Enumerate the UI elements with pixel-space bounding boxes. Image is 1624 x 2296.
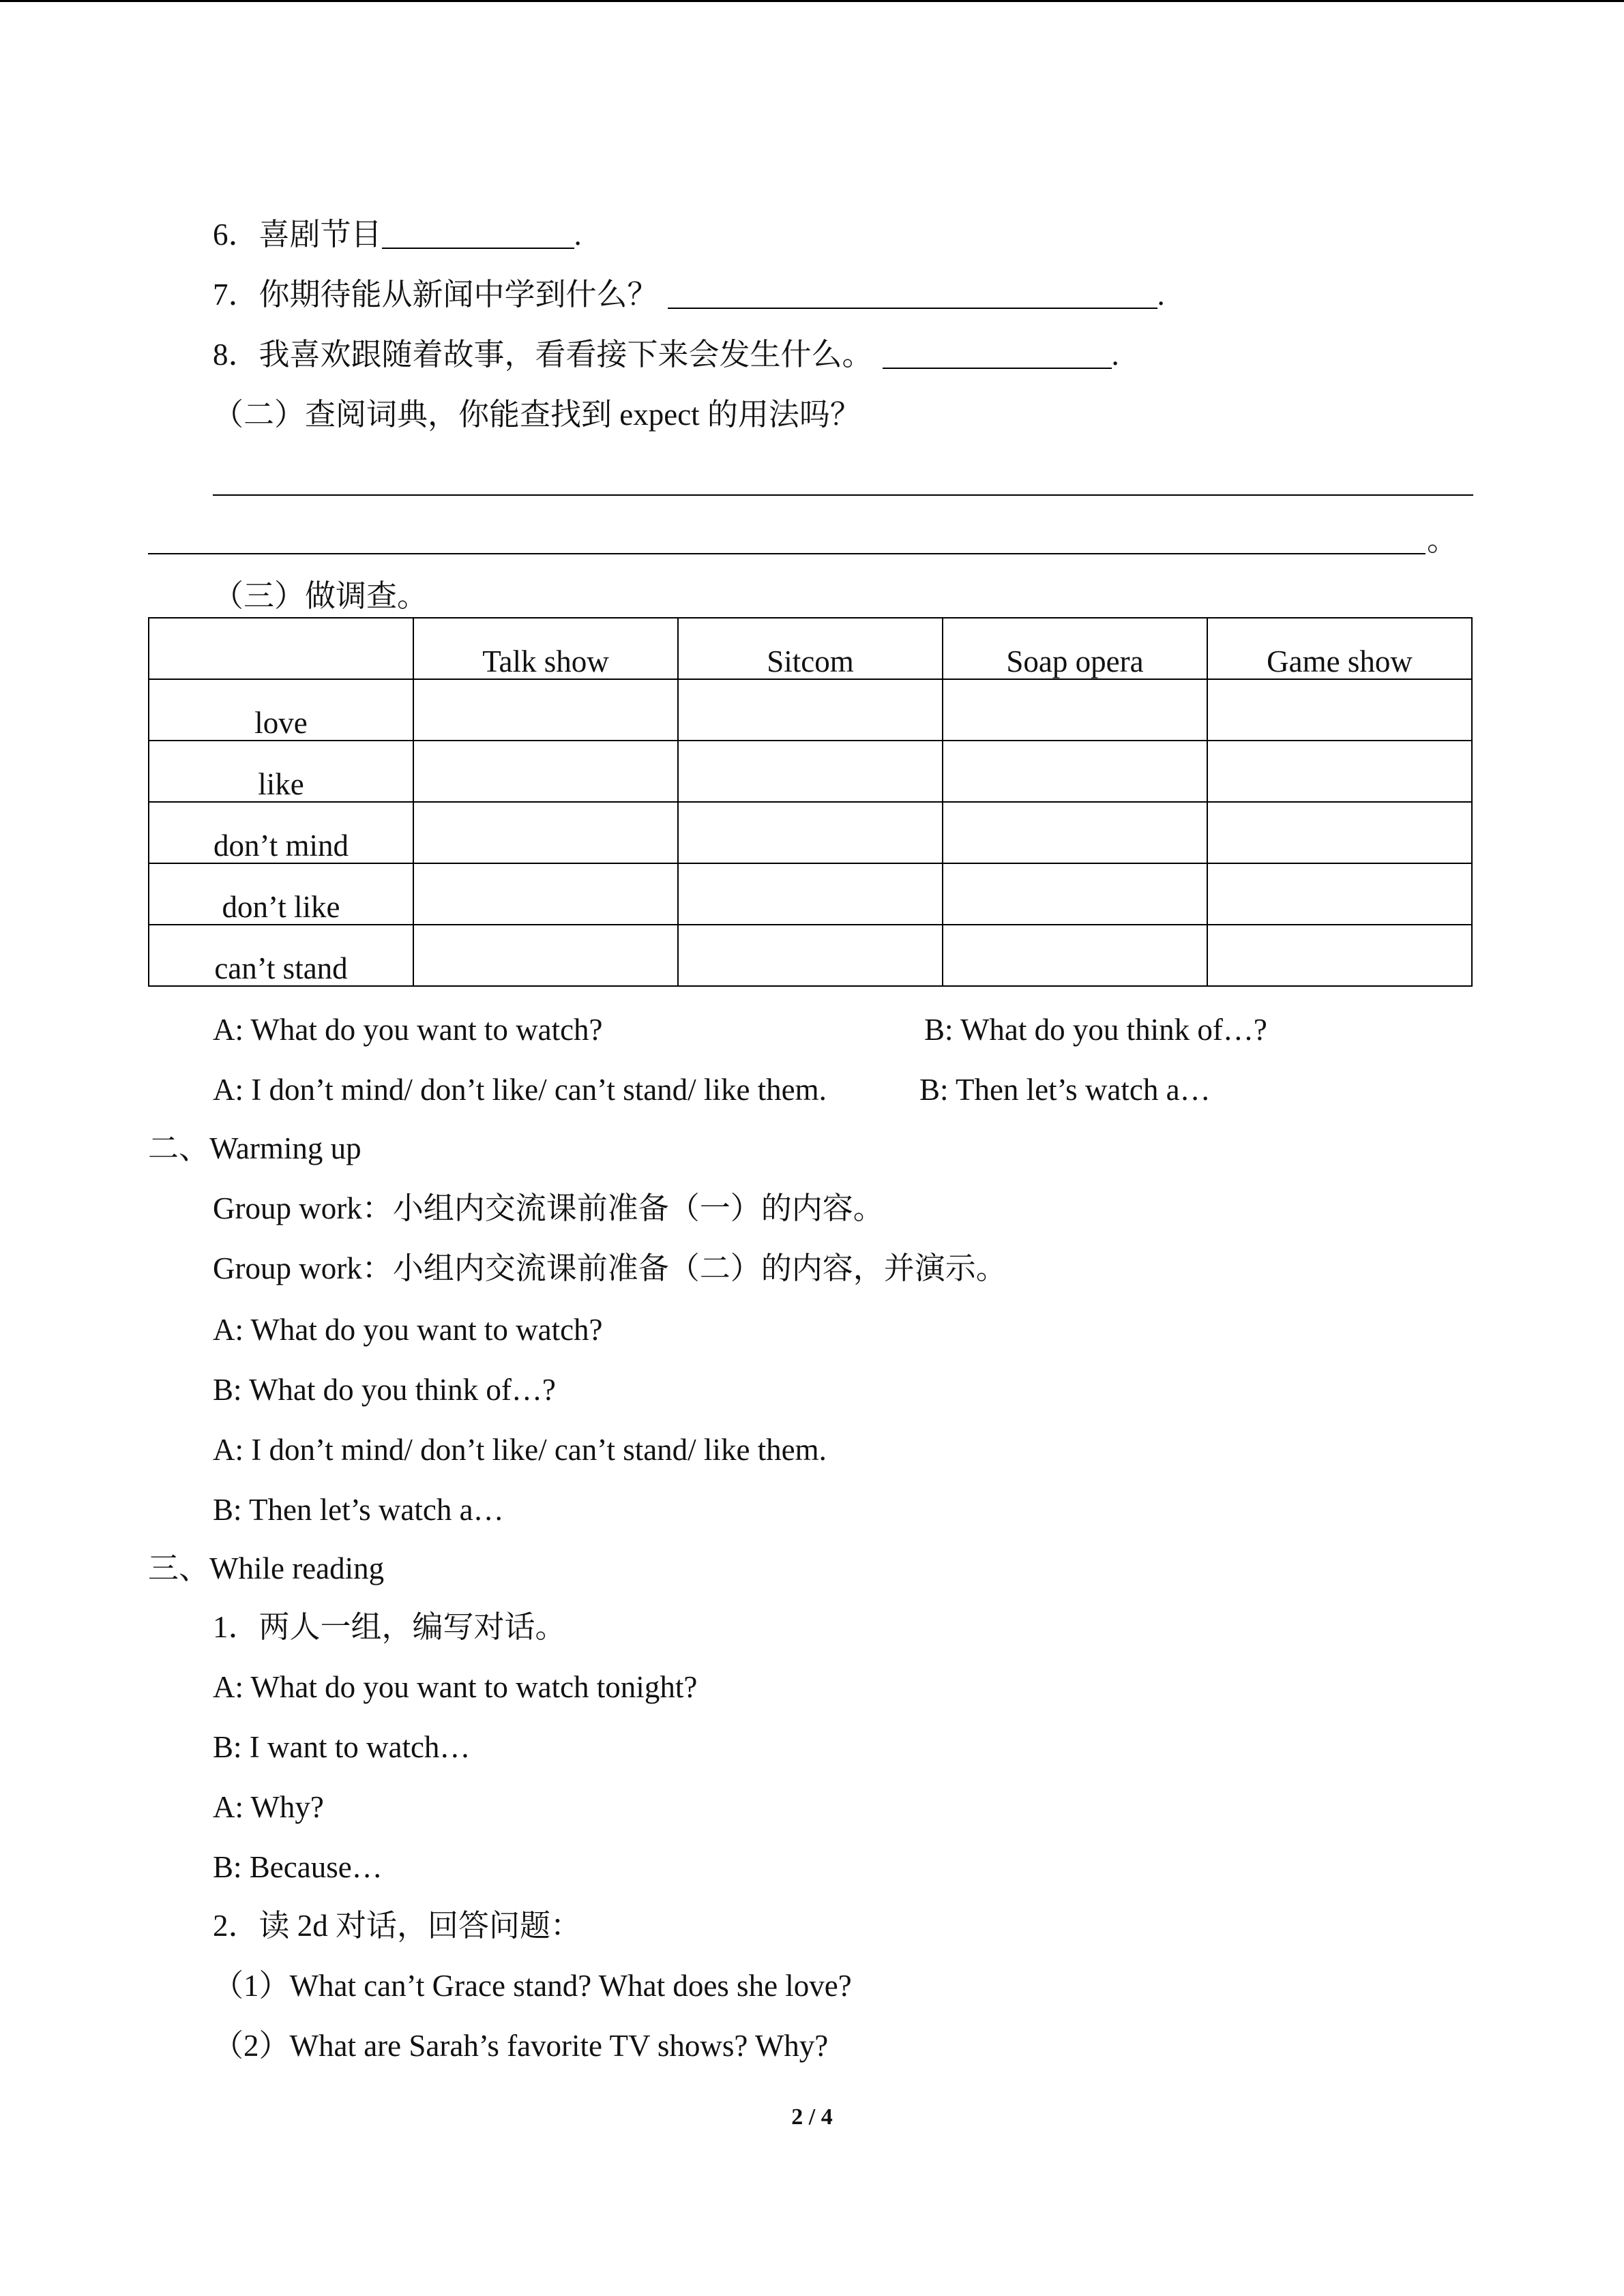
part-2-heading: （二）查阅词典，你能查找到 expect 的用法吗？ — [213, 398, 861, 432]
survey-cell[interactable] — [413, 863, 678, 925]
group-work-2: Group work：小组内交流课前准备（二）的内容，并演示。 — [213, 1251, 1007, 1285]
reading-line-1: A: What do you want to watch tonight? — [213, 1670, 698, 1704]
reading-line-2: B: I want to watch… — [213, 1730, 471, 1764]
row-label: don’t mind — [149, 802, 413, 863]
answer-blank[interactable] — [668, 280, 1157, 309]
survey-cell[interactable] — [1207, 925, 1472, 986]
survey-cell[interactable] — [1207, 741, 1472, 802]
item-7-text: 7．你期待能从新闻中学到什么？ — [213, 278, 658, 312]
header-cell: Sitcom — [678, 618, 943, 679]
survey-cell[interactable] — [678, 741, 943, 802]
survey-cell[interactable] — [943, 802, 1207, 863]
table-row — [149, 925, 1472, 986]
row-label: like — [149, 741, 413, 802]
survey-cell[interactable] — [413, 802, 678, 863]
survey-cell[interactable] — [943, 863, 1207, 925]
task-2: 2．读 2d 对话，回答问题： — [213, 1909, 582, 1943]
header-cell — [149, 618, 413, 679]
survey-cell[interactable] — [678, 679, 943, 741]
survey-cell[interactable] — [413, 925, 678, 986]
survey-cell[interactable] — [1207, 863, 1472, 925]
page-number: 2 / 4 — [791, 2104, 833, 2130]
warming-b2: B: Then let’s watch a… — [213, 1493, 504, 1527]
survey-cell[interactable] — [1207, 679, 1472, 741]
answer-line[interactable] — [148, 553, 1426, 554]
period: . — [1111, 338, 1119, 372]
answer-blank[interactable] — [382, 220, 574, 249]
item-6-text: 6．喜剧节目 — [213, 218, 382, 252]
period: . — [1157, 278, 1165, 312]
table-row — [149, 863, 1472, 925]
survey-cell[interactable] — [678, 863, 943, 925]
header-cell: Talk show — [413, 618, 678, 679]
item-8-text: 8．我喜欢跟随着故事，看看接下来会发生什么。 — [213, 338, 873, 372]
survey-cell[interactable] — [678, 925, 943, 986]
dialog-b2: B: Then let’s watch a… — [919, 1073, 1211, 1107]
table-row — [149, 741, 1472, 802]
row-label: can’t stand — [149, 925, 413, 986]
table-row — [149, 802, 1472, 863]
item-8 — [213, 340, 1119, 370]
dialog-b1: B: What do you think of…? — [924, 1013, 1267, 1047]
row-label: love — [149, 679, 413, 741]
answer-line[interactable] — [213, 494, 1473, 496]
reading-line-4: B: Because… — [213, 1850, 383, 1884]
item-7 — [213, 280, 1165, 310]
header-cell: Soap opera — [943, 618, 1207, 679]
answer-blank[interactable] — [883, 340, 1112, 369]
survey-cell[interactable] — [943, 679, 1207, 741]
survey-cell[interactable] — [1207, 802, 1472, 863]
dialog-a2: A: I don’t mind/ don’t like/ can’t stand/ like them. — [213, 1073, 827, 1107]
item-6 — [213, 220, 582, 250]
end-mark: 。 — [1427, 523, 1458, 557]
top-border — [0, 0, 1624, 2]
reading-line-3: A: Why? — [213, 1790, 324, 1824]
survey-cell[interactable] — [943, 741, 1207, 802]
survey-cell[interactable] — [943, 925, 1207, 986]
table-row — [149, 679, 1472, 741]
question-1: （1）What can’t Grace stand? What does she love? — [213, 1969, 852, 2003]
table-header-row — [149, 618, 1472, 679]
row-label: don’t like — [149, 863, 413, 925]
warming-a1: A: What do you want to watch? — [213, 1313, 603, 1347]
warming-b1: B: What do you think of…? — [213, 1373, 556, 1407]
task-1: 1．两人一组，编写对话。 — [213, 1610, 566, 1644]
period: . — [574, 218, 582, 252]
warming-up-heading: 二、Warming up — [148, 1131, 361, 1165]
header-cell: Game show — [1207, 618, 1472, 679]
dialog-a1: A: What do you want to watch? — [213, 1013, 603, 1047]
survey-cell[interactable] — [678, 802, 943, 863]
question-2: （2）What are Sarah’s favorite TV shows? Why? — [213, 2029, 829, 2063]
survey-table — [148, 617, 1473, 987]
part-3-heading: （三）做调查。 — [213, 579, 428, 613]
warming-a2: A: I don’t mind/ don’t like/ can’t stand/ like them. — [213, 1433, 827, 1467]
survey-cell[interactable] — [413, 741, 678, 802]
group-work-1: Group work：小组内交流课前准备（一）的内容。 — [213, 1191, 884, 1225]
survey-cell[interactable] — [413, 679, 678, 741]
while-reading-heading: 三、While reading — [148, 1551, 385, 1585]
